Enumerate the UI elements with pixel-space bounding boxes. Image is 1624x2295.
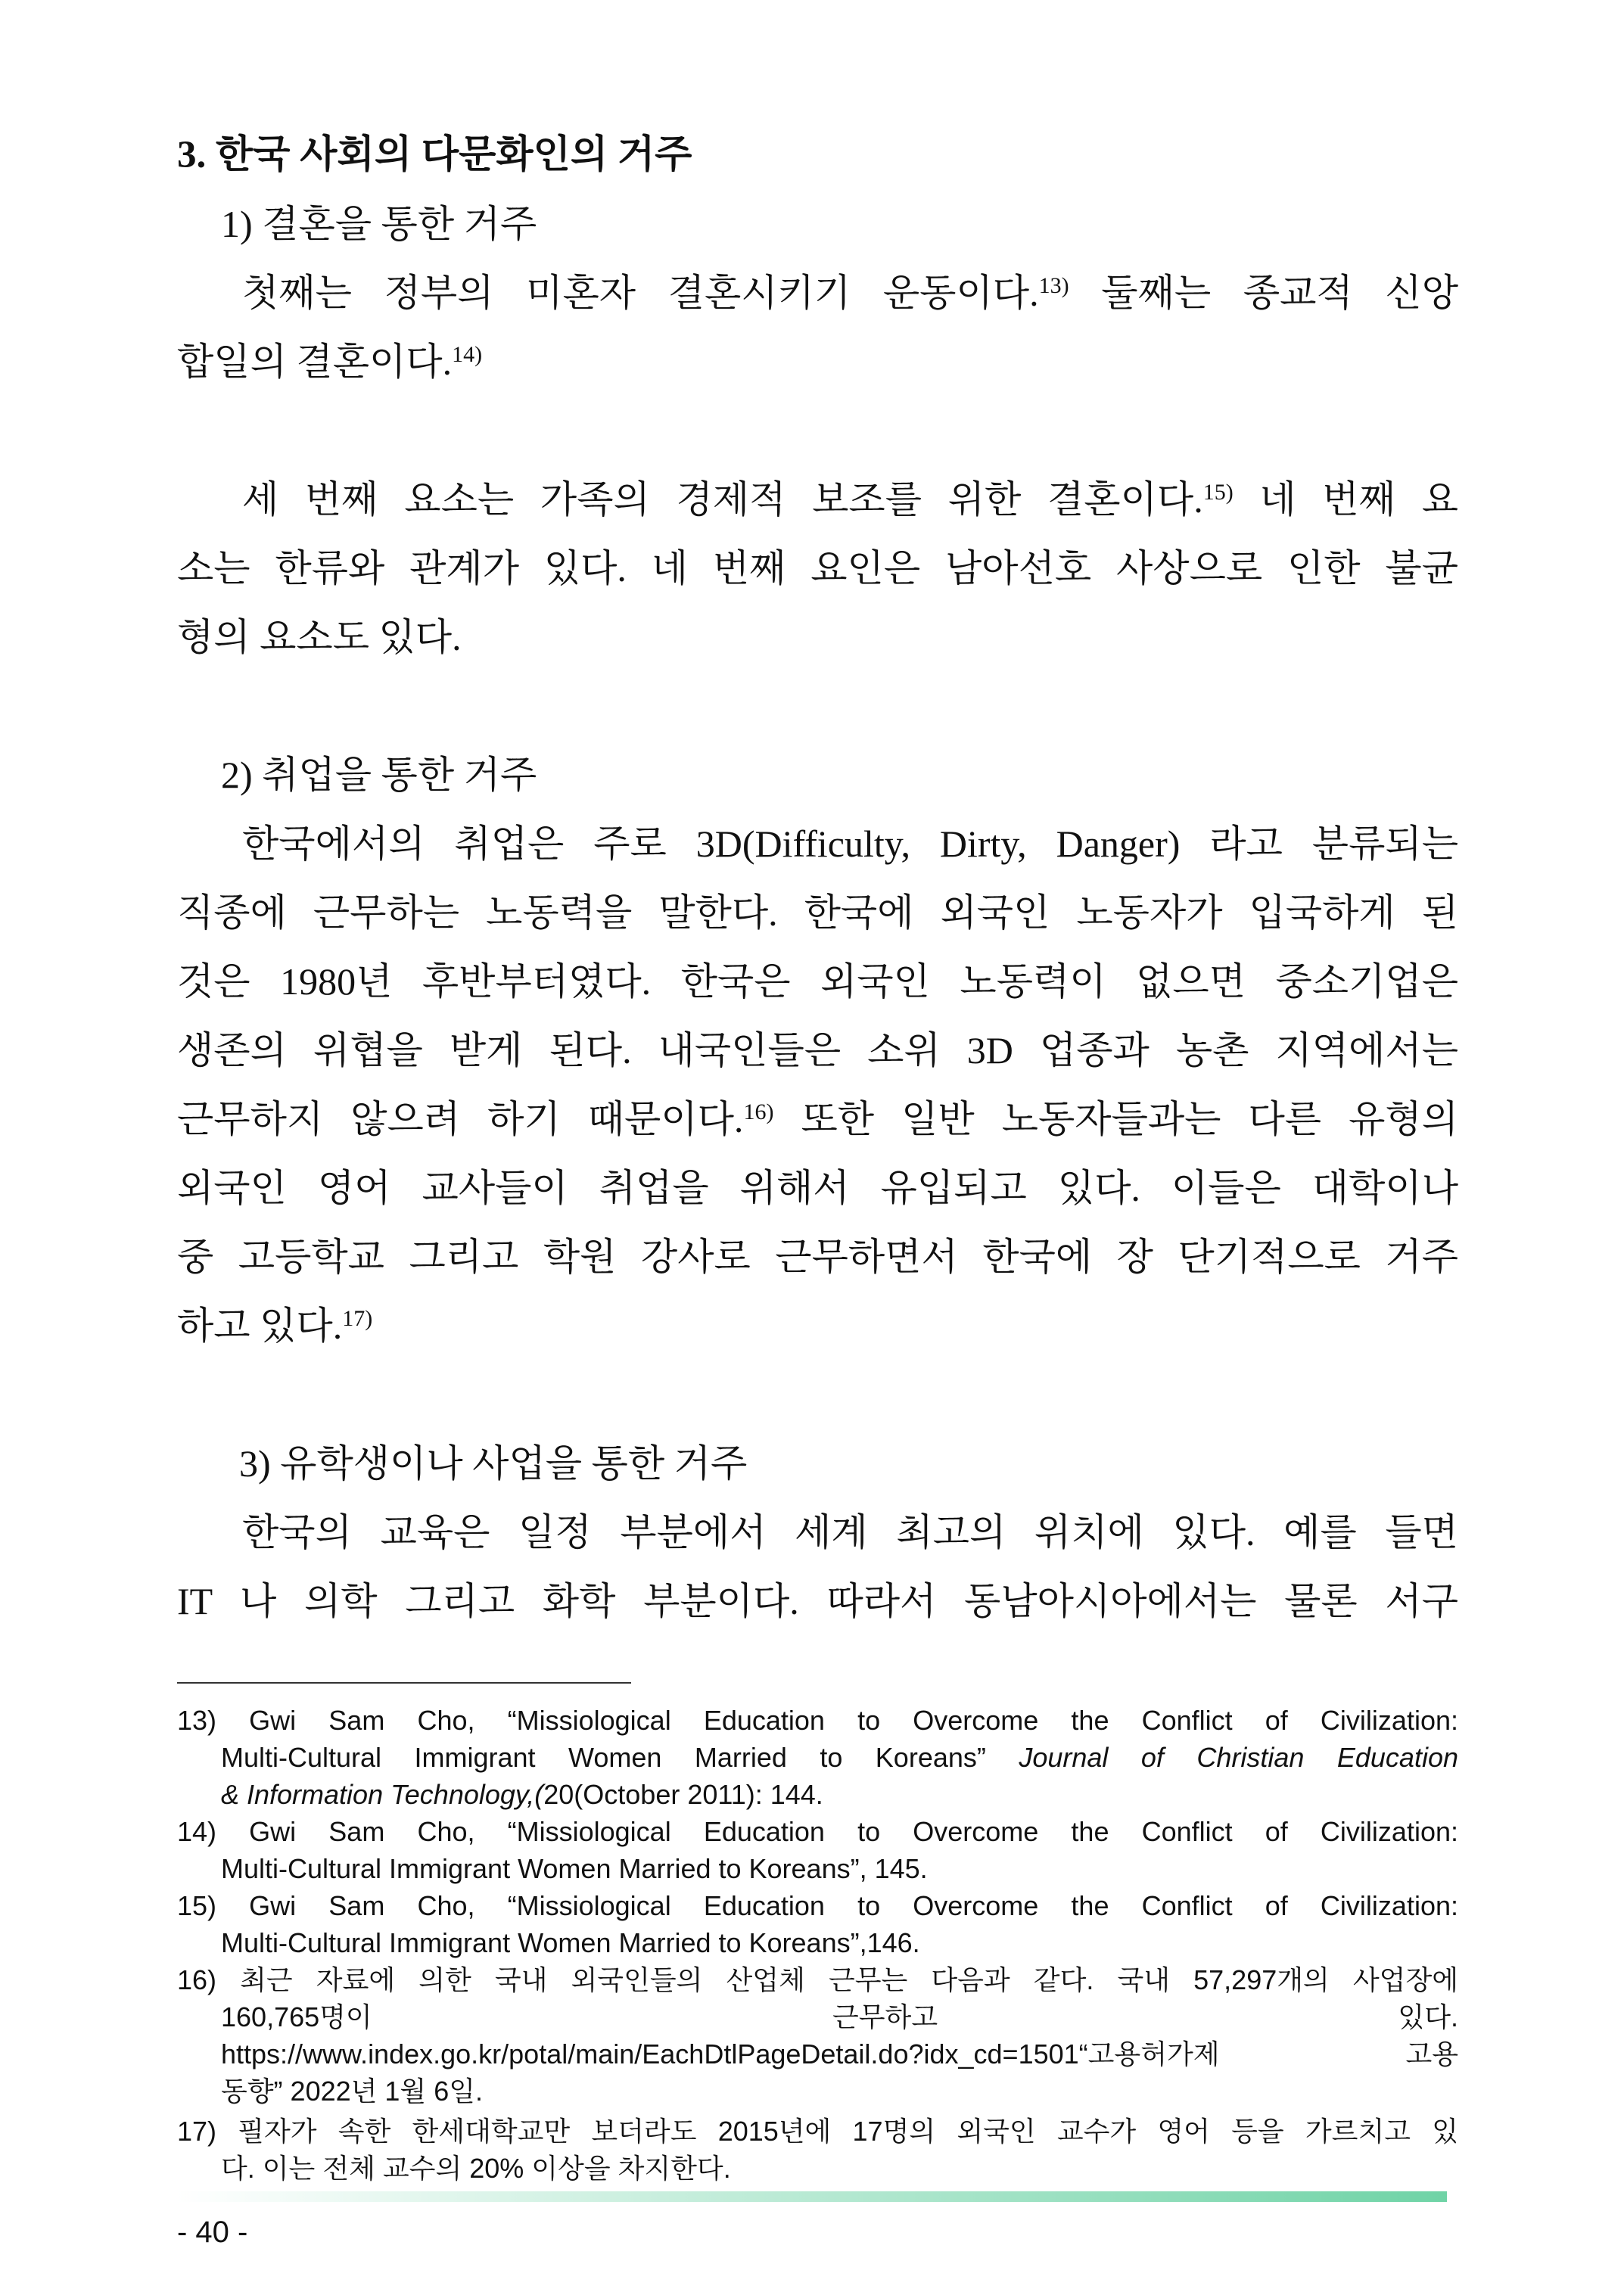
- body-text: 첫째는 정부의 미혼자 결혼시키기 운동이다.: [242, 272, 1039, 314]
- footnote-line: 13) Gwi Sam Cho, “Missiological Education to Overcome the Conflict of Civilization:: [177, 1705, 1458, 1736]
- body-text: 합일의 결혼이다.: [177, 341, 453, 383]
- paragraph: [177, 810, 1458, 1361]
- journal-title: & Information Technology,(: [221, 1779, 544, 1810]
- footer-accent-bar: [177, 2191, 1447, 2202]
- footnote-line: Multi-Cultural Immigrant Women Married to Koreans”,146.: [221, 1927, 920, 1958]
- footnote-line: 15) Gwi Sam Cho, “Missiological Education to Overcome the Conflict of Civilization:: [177, 1890, 1458, 1921]
- paragraph: [177, 1498, 1458, 1636]
- body-line: 한국의 교육은 일정 부분에서 세계 최고의 위치에 있다. 예를 들면: [242, 1511, 1458, 1553]
- footnote-line: 16) 최근 자료에 의한 국내 외국인들의 산업체 근무는 다음과 같다. 국내 57,297개의 사업장에: [177, 1964, 1458, 1995]
- body-line: [177, 1292, 1458, 1361]
- body-line: 중 고등학교 그리고 학원 강사로 근무하면서 한국에 장 단기적으로 거주: [177, 1236, 1458, 1278]
- footnote-ref: 16): [743, 1099, 774, 1124]
- body-line: [177, 328, 1458, 396]
- footnotes: [177, 1702, 1458, 2187]
- footnote-ref: 13): [1038, 273, 1069, 298]
- subsection-heading: 3) 유학생이나 사업을 통한 거주: [239, 1442, 748, 1485]
- footnote-ref: 14): [452, 342, 483, 367]
- body-text: 또한 일반 노동자들과는 다른 유형의: [801, 1098, 1458, 1140]
- body-line: [177, 259, 1458, 328]
- page-number: - 40 -: [177, 2216, 248, 2249]
- body-line: 소는 한류와 관계가 있다. 네 번째 요인은 남아선호 사상으로 인한 불균: [177, 547, 1458, 589]
- section-heading: 3. 한국 사회의 다문화인의 거주: [177, 134, 692, 176]
- footnote-ref: 15): [1202, 480, 1234, 505]
- footnote-line: Multi-Cultural Immigrant Women Married to Koreans”, 145.: [221, 1853, 928, 1884]
- body-line: [177, 465, 1458, 534]
- body-text: 세 번째 요소는 가족의 경제적 보조를 위한 결혼이다.: [242, 478, 1203, 521]
- footnote-17: [177, 2113, 1458, 2187]
- body-text: 둘째는 종교적 신앙: [1101, 272, 1458, 314]
- footnote-line: 17) 필자가 속한 한세대학교만 보더라도 2015년에 17명의 외국인 교수가 영어 등을 가르치고 있: [177, 2116, 1458, 2147]
- footnote-line: [177, 1739, 1458, 1776]
- footnote-text: Multi-Cultural Immigrant Women Married to Koreans”: [221, 1742, 986, 1773]
- footnote-line: 다. 이는 전체 교수의 20% 이상을 차지한다.: [221, 2153, 731, 2184]
- footnote-13: [177, 1702, 1458, 1813]
- footnote-rule: [177, 1682, 631, 1684]
- footnote-ref: 17): [342, 1306, 373, 1331]
- footnote-line: 동향” 2022년 1월 6일.: [221, 2076, 484, 2107]
- footnote-line: 14) Gwi Sam Cho, “Missiological Education to Overcome the Conflict of Civilization:: [177, 1816, 1458, 1847]
- journal-title: Journal of Christian Education: [1019, 1742, 1458, 1773]
- footnote-14: [177, 1813, 1458, 1887]
- body-line: 것은 1980년 후반부터였다. 한국은 외국인 노동력이 없으면 중소기업은: [177, 960, 1458, 1003]
- footnote-line: 160,765명이 근무하고 있다.: [221, 2001, 1458, 2032]
- footnote-url-line: https://www.index.go.kr/potal/main/EachDtlPageDetail.do?idx_cd=1501“고용허가제 고용: [221, 2038, 1458, 2070]
- footnote-15: [177, 1887, 1458, 1961]
- footnote-16: [177, 1961, 1458, 2110]
- main-text: [177, 121, 1458, 1636]
- body-text: 근무하지 않으려 하기 때문이다.: [177, 1098, 744, 1140]
- body-line: 직종에 근무하는 노동력을 말한다. 한국에 외국인 노동자가 입국하게 된: [177, 891, 1458, 934]
- body-line: 생존의 위협을 받게 된다. 내국인들은 소위 3D 업종과 농촌 지역에서는: [177, 1029, 1458, 1071]
- subsection-heading: 2) 취업을 통한 거주: [221, 754, 537, 796]
- footnote-text: 20(October 2011): 144.: [543, 1779, 823, 1810]
- paragraph: [177, 465, 1458, 672]
- body-line: [177, 1085, 1458, 1154]
- paragraph: [177, 259, 1458, 396]
- body-line: IT 나 의학 그리고 화학 부분이다. 따라서 동남아시아에서는 물론 서구: [177, 1580, 1458, 1622]
- body-text: 네 번째 요: [1259, 478, 1459, 521]
- body-line: 한국에서의 취업은 주로 3D(Difficulty, Dirty, Danger) 라고 분류되는: [242, 823, 1458, 865]
- body-text: 하고 있다.: [177, 1305, 343, 1347]
- subsection-heading: 1) 결혼을 통한 거주: [221, 203, 537, 245]
- body-line: 형의 요소도 있다.: [177, 616, 462, 658]
- body-line: 외국인 영어 교사들이 취업을 위해서 유입되고 있다. 이들은 대학이나: [177, 1167, 1458, 1209]
- footnote-line: [177, 1776, 1458, 1813]
